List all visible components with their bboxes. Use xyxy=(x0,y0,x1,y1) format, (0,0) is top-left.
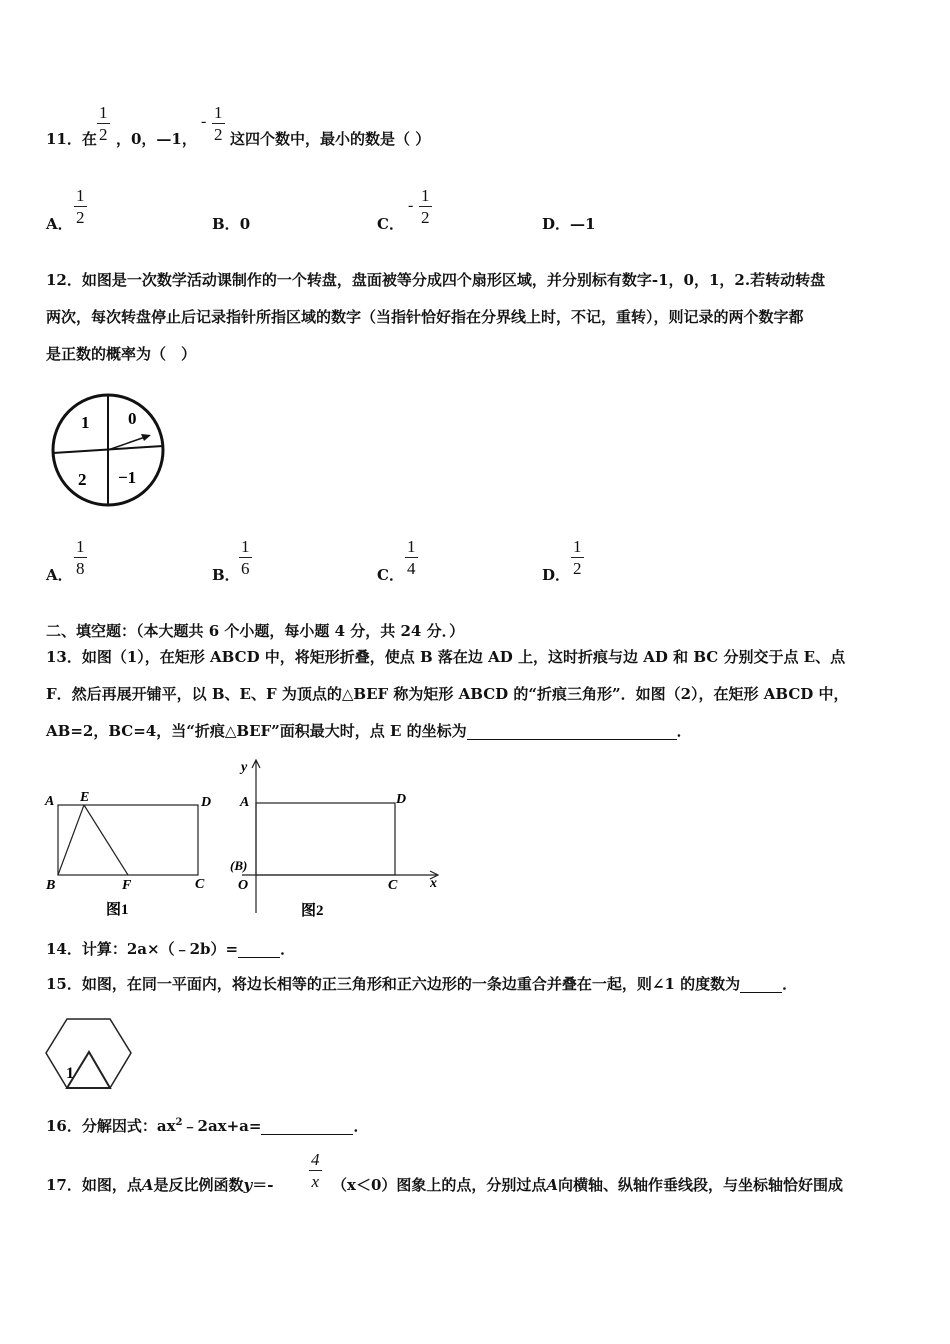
q11-question-text: 这四个数中，最小的数是（ ） xyxy=(230,130,431,148)
q11-option-d: D．—1 xyxy=(542,215,596,233)
q16-answer-blank xyxy=(261,1134,353,1135)
q13-figure-2 xyxy=(226,755,446,925)
fig1-rectangle xyxy=(58,805,198,875)
q12-option-b-label: B． xyxy=(212,566,240,584)
q12-option-a-fraction: 1 8 xyxy=(76,537,85,578)
q13-figure-1 xyxy=(40,785,220,920)
q11-fraction-2: 1 2 xyxy=(214,103,223,144)
q12-line-3: 是正数的概率为（ ） xyxy=(46,345,197,363)
q15: 15．如图，在同一平面内，将边长相等的正三角形和正六边形的一条边重合并叠在一起，则∠1 的度数为 ． xyxy=(46,975,798,993)
q11-neg-sign: - xyxy=(201,113,207,130)
angle-1-label: 1 xyxy=(66,1065,74,1082)
fig1-label-c: C xyxy=(195,877,205,892)
fig2-label-o: O xyxy=(238,878,249,893)
fig2-label-x: x xyxy=(430,876,437,891)
spinner-label-0: 0 xyxy=(128,409,137,428)
q12-option-c-label: C． xyxy=(377,566,404,584)
q13-answer-blank xyxy=(467,739,677,740)
q11-option-a-fraction: 1 2 xyxy=(76,186,85,227)
fig1-label-d: D xyxy=(201,795,212,810)
q11-option-c-neg: - xyxy=(408,197,414,214)
q11-option-c-fraction: 1 2 xyxy=(421,186,430,227)
q16: 16．分解因式：$ax^2﹣2ax+a=$ ． xyxy=(46,1117,369,1135)
spinner-label-1: 1 xyxy=(81,413,90,432)
q12-option-b-fraction: 1 6 xyxy=(241,537,250,578)
q14: 14．计算：2a×（﹣2b）= ． xyxy=(46,940,296,958)
q17-text-start: 17．如图，点A是反比例函数y＝- xyxy=(46,1176,274,1194)
fig2-label-d: D xyxy=(396,792,407,807)
section-2-header: 二、填空题：（本大题共 6 个小题，每小题 4 分，共 24 分．） xyxy=(46,622,465,640)
q15-hexagon-figure xyxy=(42,1012,137,1097)
q11-option-b: B．0 xyxy=(212,215,251,233)
fig1-label-a: A xyxy=(45,794,55,809)
fig2-label-y: y xyxy=(241,760,248,775)
q15-answer-blank xyxy=(740,992,782,993)
fig1-label-b: B xyxy=(46,878,56,893)
q12-option-c-fraction: 1 4 xyxy=(407,537,416,578)
fig1-fold-ef xyxy=(84,805,128,875)
q13-line-1: 13．如图（1），在矩形 ABCD 中，将矩形折叠，使点 B 落在边 AD 上，这时折痕与边 AD 和 BC 分别交于点 E、点 xyxy=(46,648,846,666)
q12-line-1: 12．如图是一次数学活动课制作的一个转盘，盘面被等分成四个扇形区域，并分别标有数字-1，0，1，2.若转动转盘 xyxy=(46,271,826,289)
q11-middle-text: ，0，—1， xyxy=(116,130,197,148)
spinner-figure xyxy=(48,390,173,515)
spinner-pointer-arrowhead xyxy=(141,434,151,441)
fig1-caption: 图1 xyxy=(106,902,129,918)
fig2-label-b: (B) xyxy=(230,858,248,873)
spinner-label-minus-1: −1 xyxy=(118,468,137,487)
q11-number: 11．在 xyxy=(46,130,97,148)
q12-option-a-label: A． xyxy=(46,566,73,584)
q13-line-2: F．然后再展开铺平，以 B、E、F 为顶点的△BEF 称为矩形 ABCD 的“折痕三角形”．如图（2），在矩形 ABCD 中， xyxy=(46,685,849,703)
q12-option-d-fraction: 1 2 xyxy=(573,537,582,578)
q12-option-d-label: D． xyxy=(542,566,571,584)
q11-option-c-label: C． xyxy=(377,215,404,233)
fig2-label-a: A xyxy=(240,795,250,810)
q13-line-3: AB=2，BC=4，当“折痕△BEF”面积最大时，点 E 的坐标为 ． xyxy=(46,722,692,740)
q17-text-end: （x＜0）图象上的点，分别过点A向横轴、纵轴作垂线段，与坐标轴恰好围成 xyxy=(332,1176,844,1194)
q14-answer-blank xyxy=(238,957,280,958)
fig1-fold-be xyxy=(58,805,84,875)
fig2-label-c: C xyxy=(388,878,398,893)
q11-option-a-label: A． xyxy=(46,215,73,233)
fig2-rectangle xyxy=(256,803,395,875)
fig1-label-e: E xyxy=(80,790,90,805)
q11-fraction-1: 1 2 xyxy=(99,103,108,144)
q12-line-2: 两次，每次转盘停止后记录指针所指区域的数字（当指针恰好指在分界线上时，不记，重转），则记录的两个数字都 xyxy=(46,308,804,326)
q17-fraction: 4 x xyxy=(311,1150,320,1191)
spinner-label-2: 2 xyxy=(78,470,87,489)
fig2-caption: 图2 xyxy=(301,903,324,919)
fig1-label-f: F xyxy=(122,878,132,893)
